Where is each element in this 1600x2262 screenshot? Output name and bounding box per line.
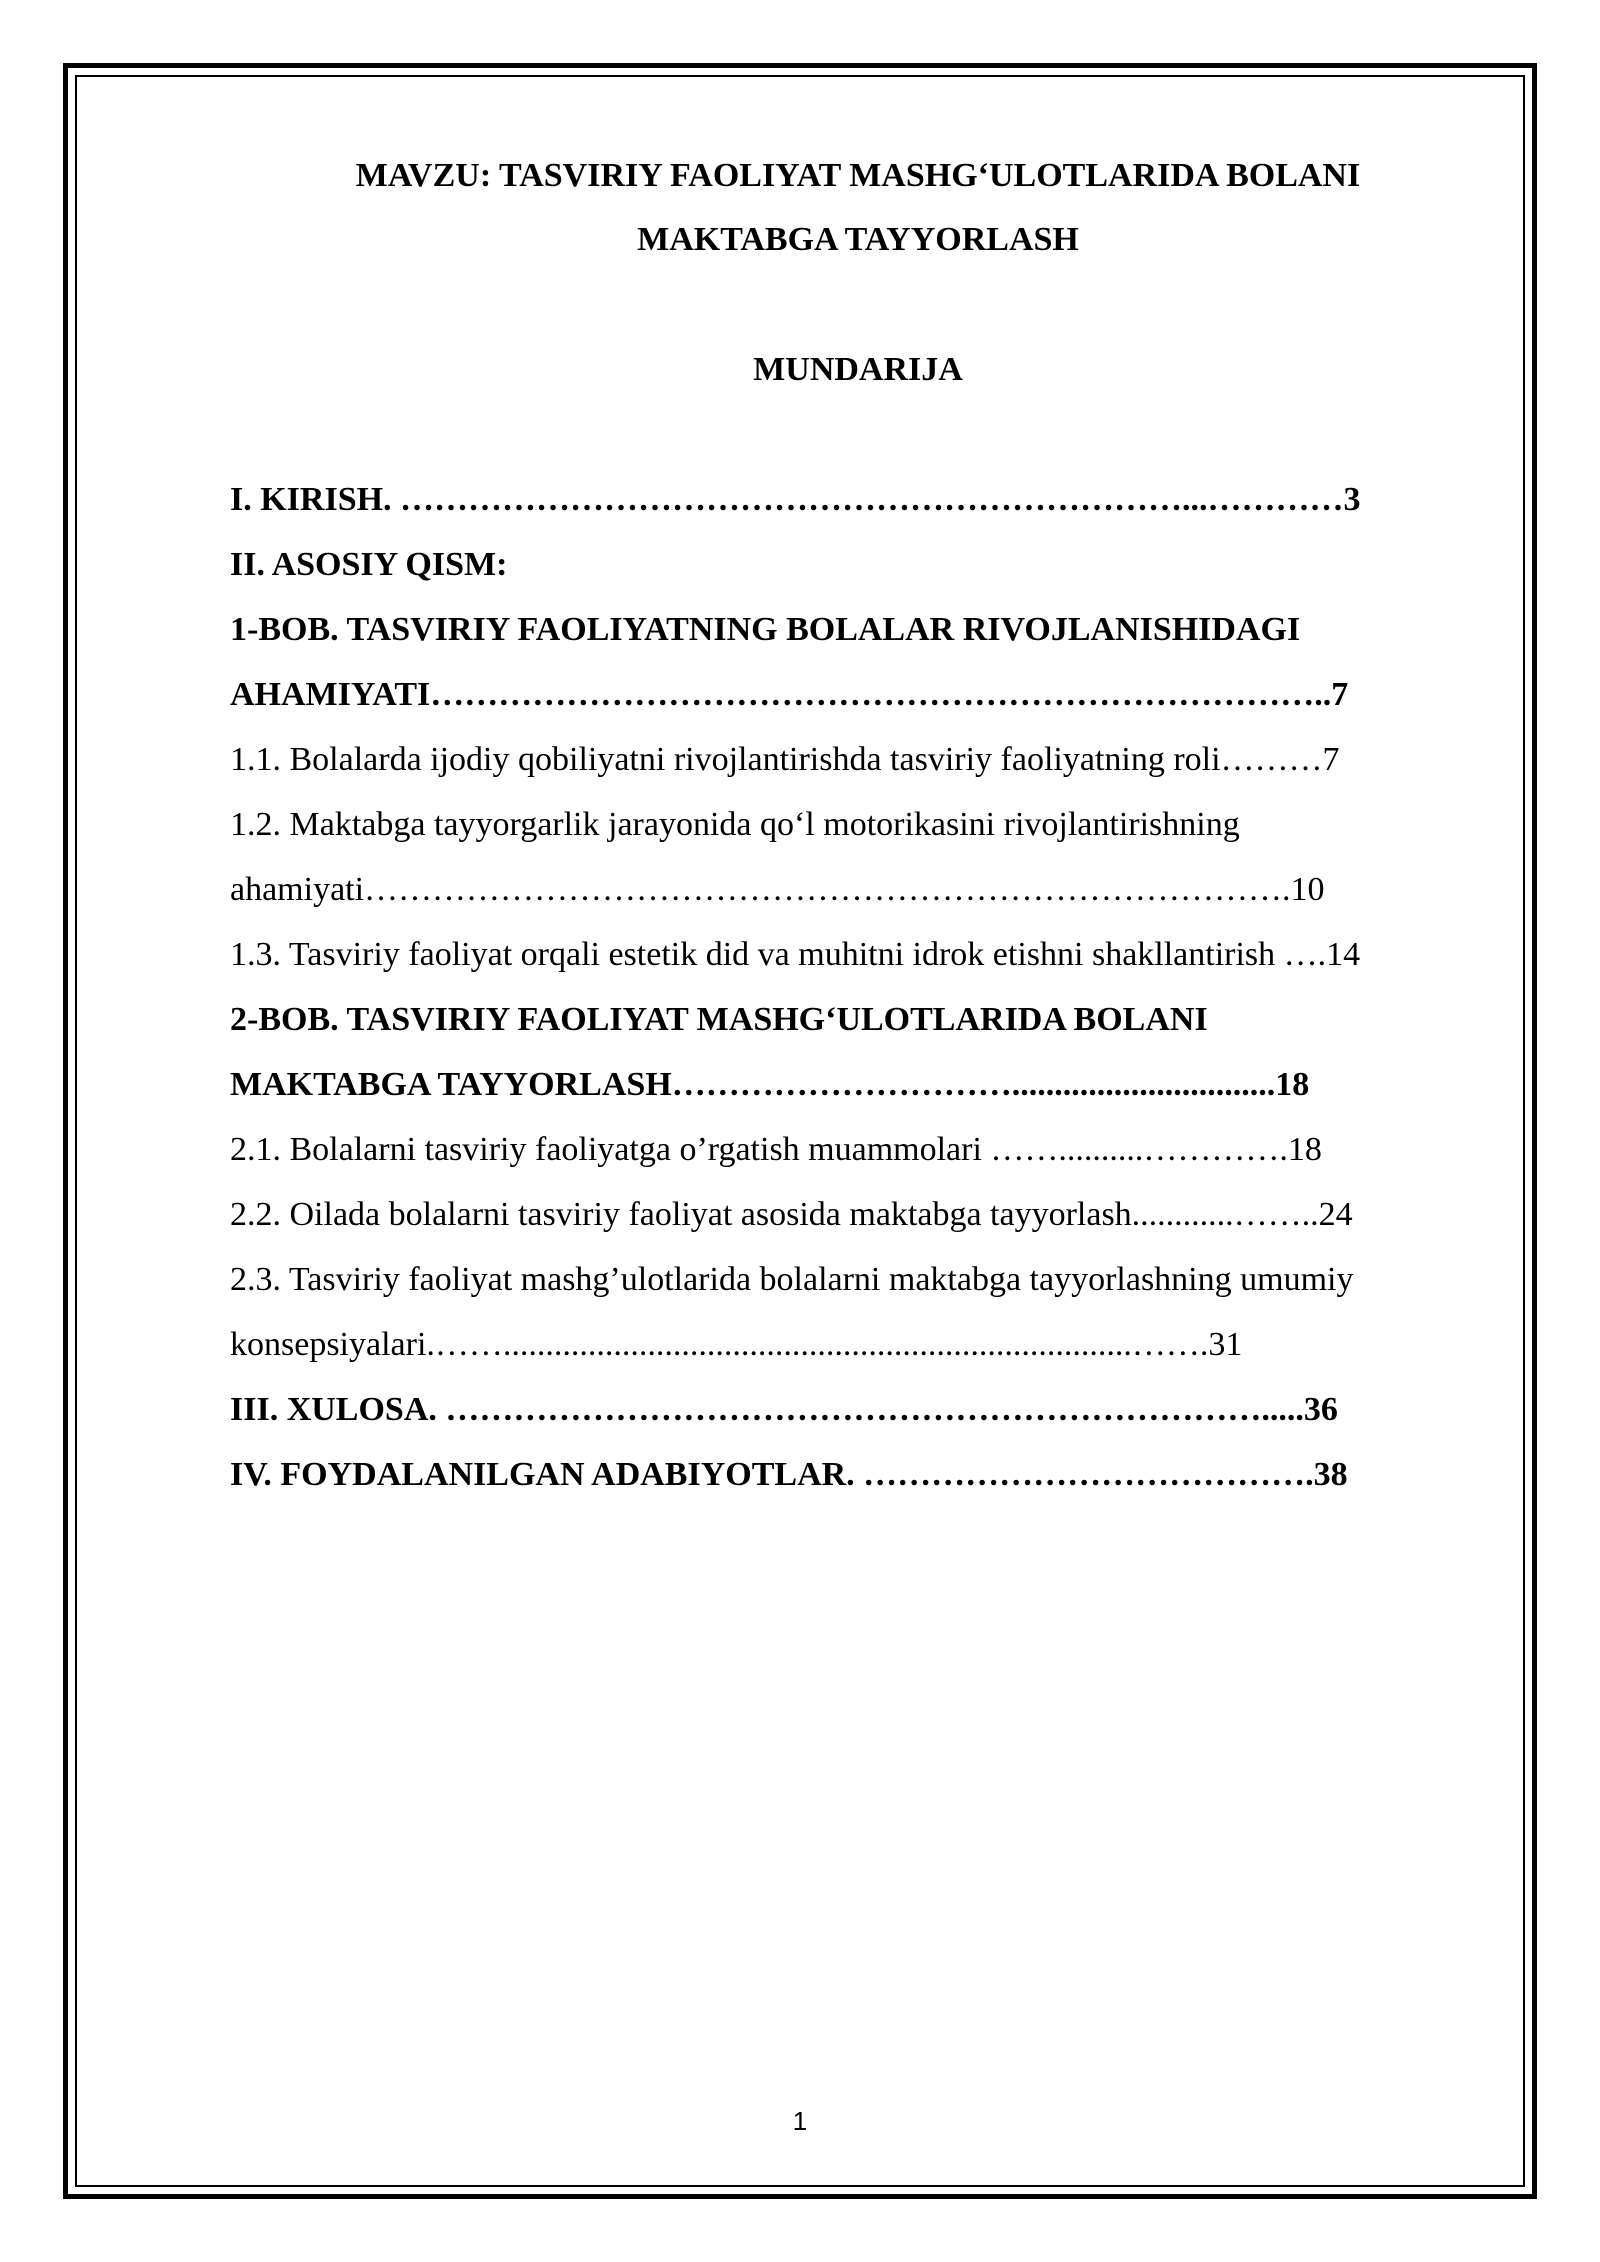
page-number: 1 xyxy=(792,2106,808,2136)
toc-entry-asosiy-qism: II. ASOSIY QISM: xyxy=(230,546,508,583)
toc-entry-chapter-2-line-1: 2-BOB. TASVIRIY FAOLIYAT MASHG‘ULOTLARIDA BOLANI xyxy=(230,1001,1208,1038)
toc-entry-section-1-2-line-1: 1.2. Maktabga tayyorgarlik jarayonida qo‘l motorikasini rivojlantirishning xyxy=(230,806,1240,843)
toc-heading: MUNDARIJA xyxy=(753,351,963,388)
toc-entry-chapter-1-line-1: 1-BOB. TASVIRIY FAOLIYATNING BOLALAR RIVOJLANISHIDAGI xyxy=(230,611,1301,648)
document-title-line-2: MAKTABGA TAYYORLASH xyxy=(637,221,1079,258)
document-title-line-1: MAVZU: TASVIRIY FAOLIYAT MASHG‘ULOTLARIDA BOLANI xyxy=(355,157,1361,194)
toc-entry-section-2-2: 2.2. Oilada bolalarni tasviriy faoliyat asosida maktabga tayyorlash............……..24 xyxy=(230,1196,1353,1233)
toc-entry-section-2-1: 2.1. Bolalarni tasviriy faoliyatga o’rgatish muammolari ……..........………….18 xyxy=(230,1131,1322,1168)
toc-entry-xulosa: III. XULOSA. ……………………………………………………………….....36 xyxy=(230,1391,1338,1428)
toc-entry-section-2-3-line-1: 2.3. Tasviriy faoliyat mashg’ulotlarida bolalarni maktabga tayyorlashning umumiy xyxy=(230,1261,1354,1298)
toc-entry-chapter-1-line-2: AHAMIYATI……………………………………………………………………..7 xyxy=(230,676,1349,713)
toc-entry-section-2-3-line-2: konsepsiyalari.……..........................................................................…….31 xyxy=(230,1326,1243,1363)
toc-entry-section-1-3: 1.3. Tasviriy faoliyat orqali estetik did va muhitni idrok etishni shakllantirish ….14 xyxy=(230,936,1361,973)
toc-entry-kirish: I. KIRISH. ……………………………………………………………...…………3 xyxy=(230,481,1361,518)
toc-entry-chapter-2-line-2: MAKTABGA TAYYORLASH…………………………...............................18 xyxy=(230,1066,1310,1103)
toc-entry-adabiyotlar: IV. FOYDALANILGAN ADABIYOTLAR. ………………………………….38 xyxy=(230,1456,1348,1493)
toc-entry-section-1-2-line-2: ahamiyati……………………………………………………………………….10 xyxy=(230,871,1325,908)
toc-entry-section-1-1: 1.1. Bolalarda ijodiy qobiliyatni rivojlantirishda tasviriy faoliyatning roli………7 xyxy=(230,741,1340,778)
